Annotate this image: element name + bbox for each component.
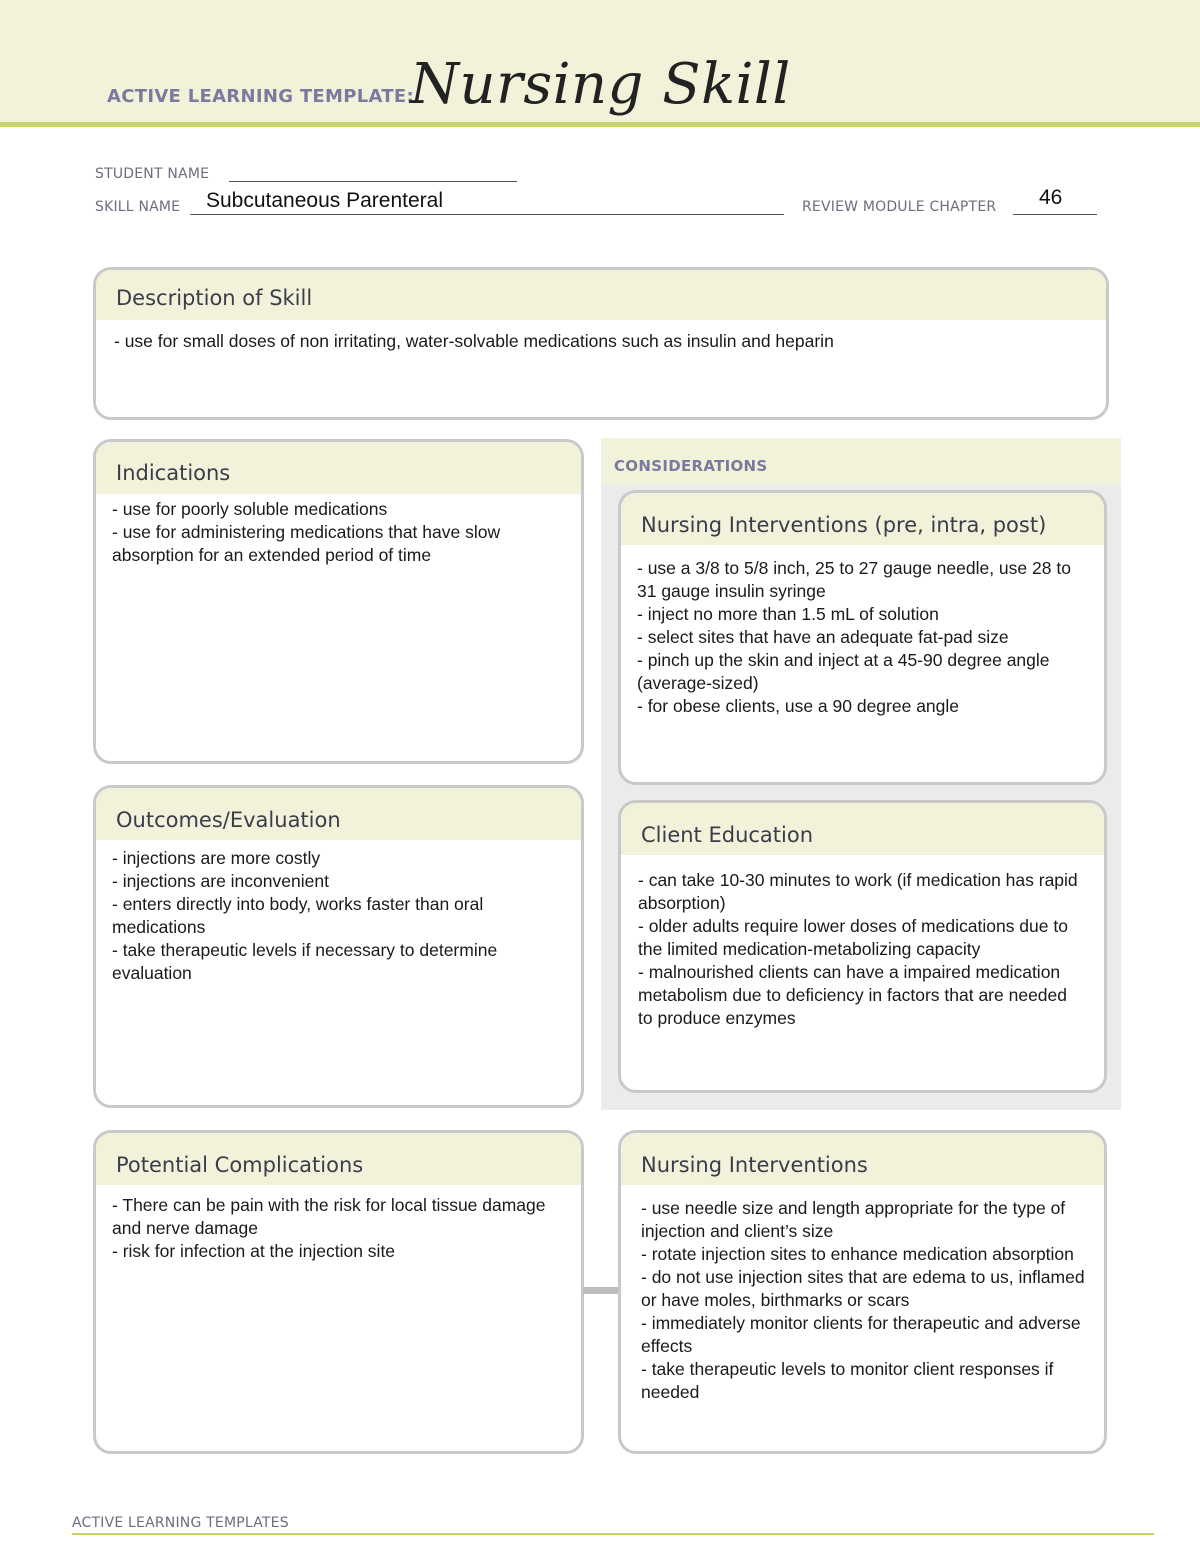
student-name-field[interactable]	[229, 181, 517, 182]
description-line: - use for small doses of non irritating, water-solvable medications such as insulin and heparin	[114, 331, 834, 351]
potential-complications-content	[96, 1185, 581, 1263]
nursing-interventions-line: - pinch up the skin and inject at a 45-90 degree angle (average-sized)	[637, 650, 1050, 693]
nursing-interventions-pre-intra-post-box	[618, 490, 1107, 785]
indications-box	[93, 439, 584, 764]
description-content	[96, 320, 1106, 353]
client-education-line: - can take 10-30 minutes to work (if medication has rapid absorption)	[638, 870, 1078, 913]
client-education-title: Client Education	[621, 803, 1104, 855]
student-name-label: STUDENT NAME	[95, 166, 210, 182]
indications-line: - use for poorly soluble medications	[112, 499, 388, 519]
interventions-line: - rotate injection sites to enhance medication absorption	[641, 1244, 1074, 1264]
skill-name-value: Subcutaneous Parenteral	[206, 189, 443, 212]
outcomes-evaluation-box	[93, 785, 584, 1108]
nursing-interventions-pre-intra-post-content	[621, 545, 1104, 718]
nursing-interventions-line: - select sites that have an adequate fat-pad size	[637, 627, 1009, 647]
review-module-chapter-field[interactable]	[1013, 214, 1097, 215]
complications-line: - risk for infection at the injection site	[112, 1241, 396, 1261]
considerations-label: CONSIDERATIONS	[614, 457, 768, 475]
review-module-chapter-label: REVIEW MODULE CHAPTER	[802, 199, 997, 215]
skill-name-label: SKILL NAME	[95, 199, 181, 215]
indications-content	[96, 494, 581, 567]
potential-complications-title: Potential Complications	[96, 1133, 581, 1185]
interventions-line: - immediately monitor clients for therapeutic and adverse effects	[641, 1313, 1081, 1356]
nursing-interventions-line: - inject no more than 1.5 mL of solution	[637, 604, 939, 624]
interventions-line: - do not use injection sites that are edema to us, inflamed or have moles, birthmarks or scars	[641, 1267, 1085, 1310]
review-module-chapter-value: 46	[1039, 186, 1063, 209]
client-education-box	[618, 800, 1107, 1093]
outcomes-evaluation-content	[96, 840, 581, 985]
skill-name-field[interactable]	[190, 214, 784, 215]
complications-line: - There can be pain with the risk for local tissue damage and nerve damage	[112, 1195, 546, 1238]
page-title: Nursing Skill	[410, 52, 791, 117]
nursing-interventions-line: - use a 3/8 to 5/8 inch, 25 to 27 gauge needle, use 28 to 31 gauge insulin syringe	[637, 558, 1071, 601]
footer-divider	[72, 1533, 1154, 1535]
client-education-line: - malnourished clients can have a impaired medication metabolism due to deficiency in factors that are needed to produce enzymes	[638, 962, 1067, 1028]
nursing-interventions-title: Nursing Interventions	[621, 1133, 1104, 1185]
outcomes-line: - enters directly into body, works faster than oral medications	[112, 894, 484, 937]
interventions-line: - use needle size and length appropriate for the type of injection and client’s size	[641, 1198, 1066, 1241]
outcomes-line: - injections are more costly	[112, 848, 321, 868]
indications-title: Indications	[96, 442, 581, 494]
header-divider	[0, 122, 1200, 127]
outcomes-evaluation-title: Outcomes/Evaluation	[96, 788, 581, 840]
potential-complications-box	[93, 1130, 584, 1454]
nursing-interventions-line: - for obese clients, use a 90 degree angle	[637, 696, 960, 716]
nursing-interventions-pre-intra-post-title: Nursing Interventions (pre, intra, post)	[621, 493, 1104, 545]
interventions-line: - take therapeutic levels to monitor client responses if needed	[641, 1359, 1054, 1402]
nursing-interventions-content	[621, 1185, 1104, 1404]
description-title: Description of Skill	[96, 270, 1106, 320]
footer-label: ACTIVE LEARNING TEMPLATES	[72, 1515, 289, 1531]
outcomes-line: - take therapeutic levels if necessary to determine evaluation	[112, 940, 498, 983]
template-label: ACTIVE LEARNING TEMPLATE:	[107, 86, 414, 107]
indications-line: - use for administering medications that have slow absorption for an extended period of time	[112, 522, 501, 565]
nursing-interventions-box	[618, 1130, 1107, 1454]
box-connector	[583, 1287, 621, 1294]
client-education-line: - older adults require lower doses of medications due to the limited medication-metabolizing capacity	[638, 916, 1068, 959]
description-box	[93, 267, 1109, 420]
outcomes-line: - injections are inconvenient	[112, 871, 329, 891]
client-education-content	[621, 855, 1104, 1030]
